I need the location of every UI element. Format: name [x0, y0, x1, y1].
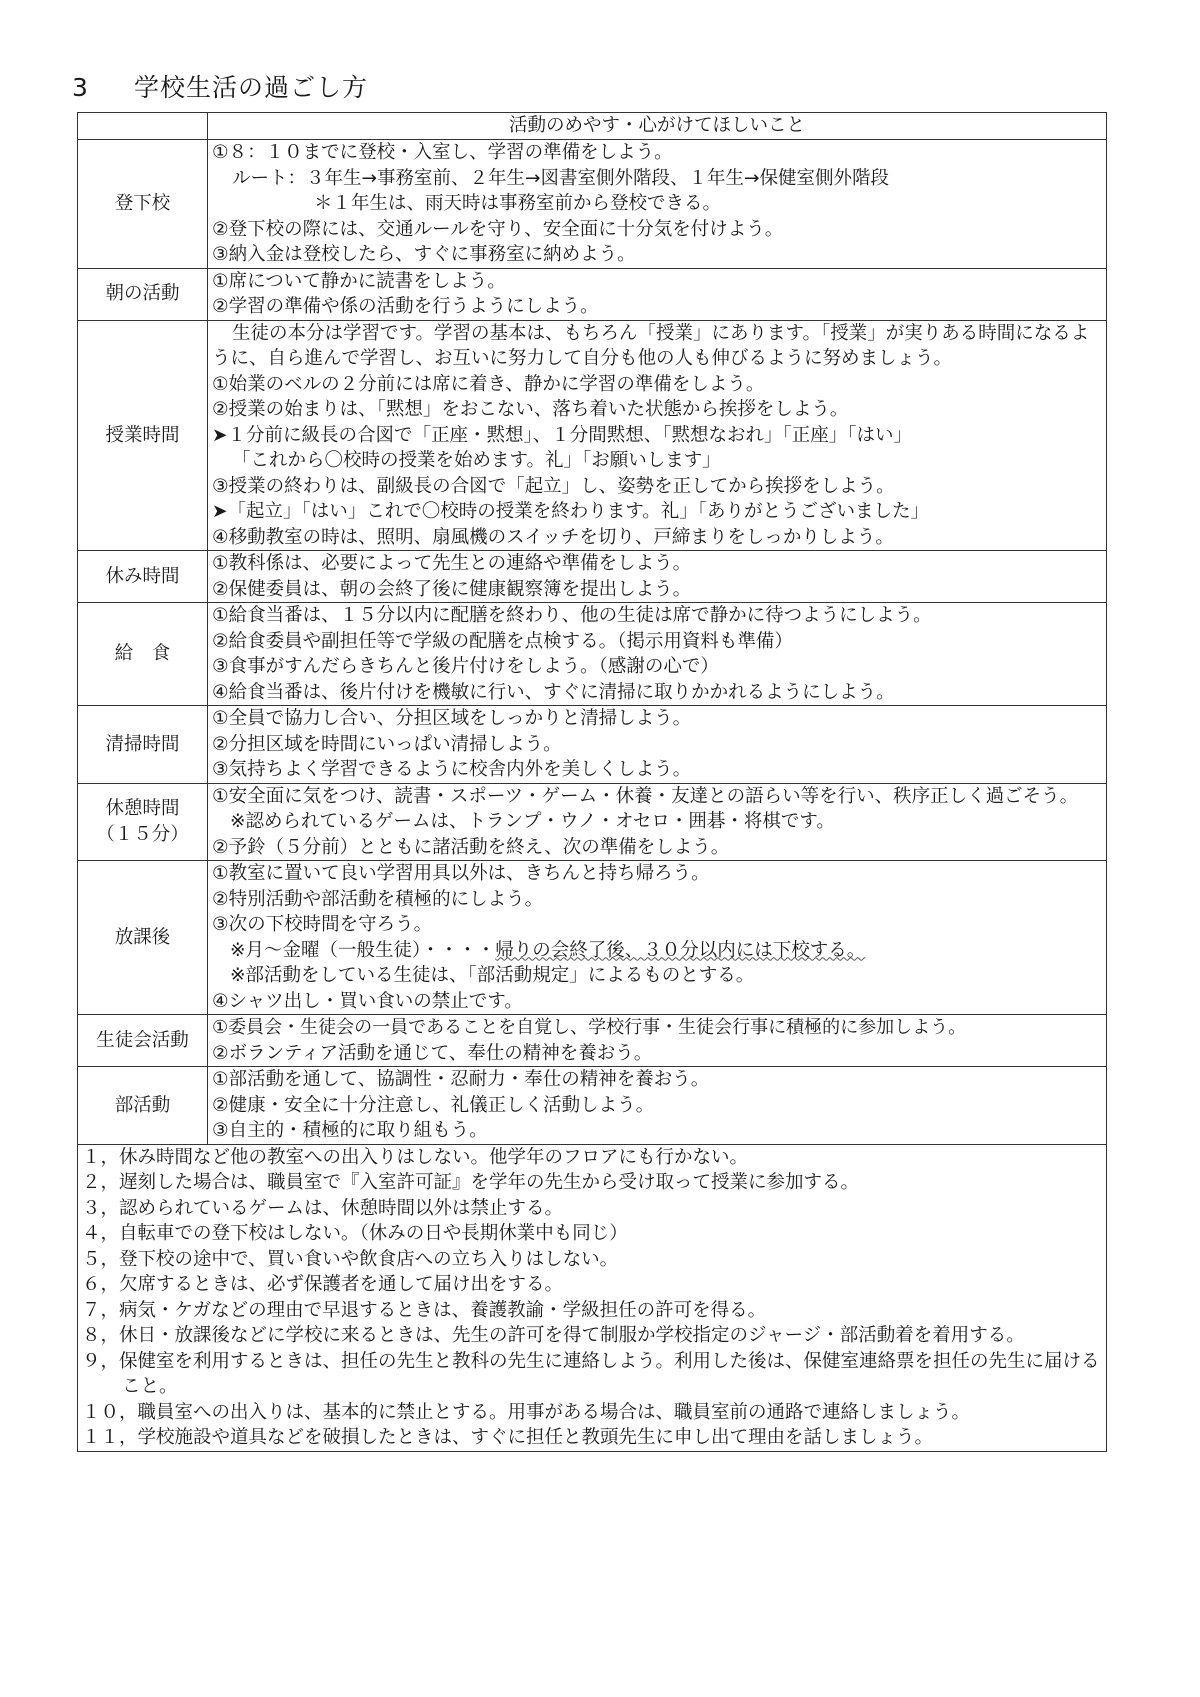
- note-item: ３，認められているゲームは、休憩時間以外は禁止する。: [82, 1197, 564, 1219]
- section-number: 3: [72, 73, 89, 102]
- note-item: １，休み時間など他の教室への出入りはしない。他学年のフロアにも行かない。: [82, 1146, 749, 1168]
- row-content: [208, 1067, 1107, 1145]
- list-item: ②健康・安全に十分注意し、礼儀正しく活動しよう。: [212, 1094, 655, 1116]
- list-item: ②ボランティア活動を通じて、奉仕の精神を養おう。: [212, 1042, 653, 1064]
- row-content: [208, 268, 1107, 320]
- note-item: ６，欠席するときは、必ず保護者を通して届け出をする。: [82, 1274, 564, 1295]
- row-label: 朝の活動: [78, 268, 208, 320]
- list-item: ➤１分前に級長の合図で「正座・黙想」、１分間黙想、「黙想なおれ」「正座」「はい」: [212, 424, 913, 446]
- table-row: [78, 1015, 1107, 1067]
- list-item: ②予鈴（５分前）とともに諸活動を終え、次の準備をしよう。: [212, 836, 730, 858]
- note-item: １０，職員室への出入りは、基本的に禁止とする。用事がある場合は、職員室前の通路で連絡しましょう。: [82, 1401, 971, 1423]
- list-item: ③次の下校時間を守ろう。: [212, 914, 433, 935]
- school-life-table: [77, 112, 1107, 1452]
- list-item: ②授業の始まりは、「黙想」をおこない、落ち着いた状態から挨拶をしよう。: [212, 399, 849, 420]
- list-item: ③授業の終わりは、副級長の合図で「起立」し、姿勢を正してから挨拶をしよう。: [212, 475, 895, 497]
- list-item: ※認められているゲームは、トランプ・ウノ・オセロ・囲碁・将棋です。: [230, 811, 835, 832]
- schedule-rule: 帰りの会終了後、３０分以内には下校する。: [495, 939, 866, 961]
- list-item: ①部活動を通して、協調性・忍耐力・奉仕の精神を養おう。: [212, 1069, 710, 1090]
- row-label: 部活動: [78, 1067, 208, 1145]
- row-label-main: 休憩時間: [105, 798, 180, 820]
- note-item: ４，自転車での登下校はしない。（休みの日や長期休業中も同じ）: [82, 1223, 628, 1244]
- table-row: [78, 140, 1107, 269]
- list-item: ③食事がすんだらきちんと後片付けをしよう。（感謝の心で）: [212, 656, 719, 677]
- table-row: [78, 783, 1107, 861]
- list-item: ②登下校の際には、交通ルールを守り、安全面に十分気を付けよう。: [212, 218, 784, 240]
- note-item: ８，休日・放課後などに学校に来るときは、先生の許可を得て制服か学校指定のジャージ・部活動着を着用する。: [82, 1325, 1025, 1346]
- list-item: ②分担区域を時間にいっぱい清掃しよう。: [212, 733, 562, 755]
- row-label: 給 食: [78, 603, 208, 706]
- list-item: ①委員会・生徒会の一員であることを自覚し、学校行事・生徒会行事に積極的に参加しよう。: [212, 1017, 967, 1038]
- note-item: ９，保健室を利用するときは、担任の先生と教科の先生に連絡しよう。利用した後は、保健室連絡票を担任の先生に届けること。: [82, 1350, 1100, 1397]
- table-header-title: 活動のめやす・心がけてほしいこと: [208, 113, 1107, 140]
- list-item: ③気持ちよく学習できるように校舎内外を美しくしよう。: [212, 759, 692, 780]
- row-content: [208, 783, 1107, 861]
- row-label: 登下校: [78, 140, 208, 269]
- section-heading: [72, 68, 368, 104]
- list-item: ①席について静かに読書をしよう。: [212, 270, 506, 292]
- notes-cell: [78, 1144, 1107, 1451]
- list-item: ①８：１０までに登校・入室し、学習の準備をしよう。: [212, 142, 673, 163]
- header-blank-cell: [78, 113, 208, 140]
- section-title: 学校生活の過ごし方: [134, 73, 369, 102]
- table-row: [78, 320, 1107, 551]
- list-item: ルート：３年生→事務室前、２年生→図書室側外階段、１年生→保健室側外階段: [232, 167, 890, 189]
- list-item: ①全員で協力し合い、分担区域をしっかりと清掃しよう。: [212, 708, 692, 729]
- table-row: [78, 861, 1107, 1015]
- table-row: [78, 1067, 1107, 1145]
- list-item: ※部活動をしている生徒は、「部活動規定」によるものとする。: [230, 965, 755, 986]
- table-row: [78, 551, 1107, 603]
- list-item: 「これから〇校時の授業を始めます。礼」「お願いします」: [232, 450, 721, 471]
- list-item: ②特別活動や部活動を積極的にしよう。: [212, 888, 544, 910]
- note-item: ５，登下校の途中で、買い食いや飲食店への立ち入りはしない。: [82, 1248, 619, 1270]
- table-row: [78, 603, 1107, 706]
- row-label: [78, 783, 208, 861]
- list-item: ②学習の準備や係の活動を行うようにしよう。: [212, 296, 599, 317]
- schedule-prefix: ※月～金曜（一般生徒）・・・・: [230, 939, 496, 961]
- list-item: ④シャツ出し・買い食いの禁止です。: [212, 990, 523, 1012]
- list-item: ①教室に置いて良い学習用具以外は、きちんと持ち帰ろう。: [212, 863, 710, 884]
- list-item: [212, 938, 1106, 964]
- table-row: [78, 268, 1107, 320]
- list-item: ➤「起立」「はい」これで〇校時の授業を終わります。礼」「ありがとうございました」: [212, 501, 930, 522]
- row-label: 生徒会活動: [78, 1015, 208, 1067]
- list-item: ②保健委員は、朝の会終了後に健康観察簿を提出しよう。: [212, 578, 692, 600]
- list-item: ＊１年生は、雨天時は事務室前から登校できる。: [314, 193, 722, 214]
- note-item: ２，遅刻した場合は、職員室で『入室許可証』を学年の先生から受け取って授業に参加する。: [82, 1172, 860, 1193]
- row-label: 放課後: [78, 861, 208, 1015]
- list-item: ③自主的・積極的に取り組もう。: [212, 1120, 488, 1141]
- table-row: [78, 706, 1107, 784]
- list-item: ④移動教室の時は、照明、扇風機のスイッチを切り、戸締まりをしっかりしよう。: [212, 526, 894, 548]
- row-label: 授業時間: [78, 320, 208, 551]
- paragraph: 生徒の本分は学習です。学習の基本は、もちろん「授業」にあります。「授業」が実りある時間になるように、自ら進んで学習し、お互いに努力して自分も他の人も伸びるように努めましょう。: [212, 322, 1090, 369]
- row-content: [208, 706, 1107, 784]
- row-content: [208, 551, 1107, 603]
- list-item: ①始業のベルの２分前には席に着き、静かに学習の準備をしよう。: [212, 373, 765, 395]
- row-label-sub: （１５分）: [96, 823, 189, 845]
- list-item: ④給食当番は、後片付けを機敏に行い、すぐに清掃に取りかかれるようにしよう。: [212, 681, 895, 703]
- list-item: ②給食委員や副担任等で学級の配膳を点検する。（掲示用資料も準備）: [212, 630, 793, 652]
- list-item: ①安全面に気をつけ、読書・スポーツ・ゲーム・休養・友達との語らい等を行い、秩序正しく過ごそう。: [212, 785, 1079, 807]
- list-item: ①給食当番は、１５分以内に配膳を終わり、他の生徒は席で静かに待つようにしよう。: [212, 605, 932, 626]
- notes-row: [78, 1144, 1107, 1451]
- row-content: [208, 320, 1107, 551]
- row-label: 休み時間: [78, 551, 208, 603]
- row-content: [208, 861, 1107, 1015]
- list-item: ①教科係は、必要によって先生との連絡や準備をしよう。: [212, 553, 692, 574]
- row-content: [208, 1015, 1107, 1067]
- row-content: [208, 140, 1107, 269]
- note-item: １１，学校施設や道具などを破損したときは、すぐに担任と教頭先生に申し出て理由を話しましょう。: [82, 1427, 934, 1448]
- row-label: 清掃時間: [78, 706, 208, 784]
- list-item: ③納入金は登校したら、すぐに事務室に納めよう。: [212, 244, 636, 265]
- row-content: [208, 603, 1107, 706]
- table-header-row: [78, 113, 1107, 140]
- note-item: ７，病気・ケガなどの理由で早退するときは、養護教諭・学級担任の許可を得る。: [82, 1299, 767, 1321]
